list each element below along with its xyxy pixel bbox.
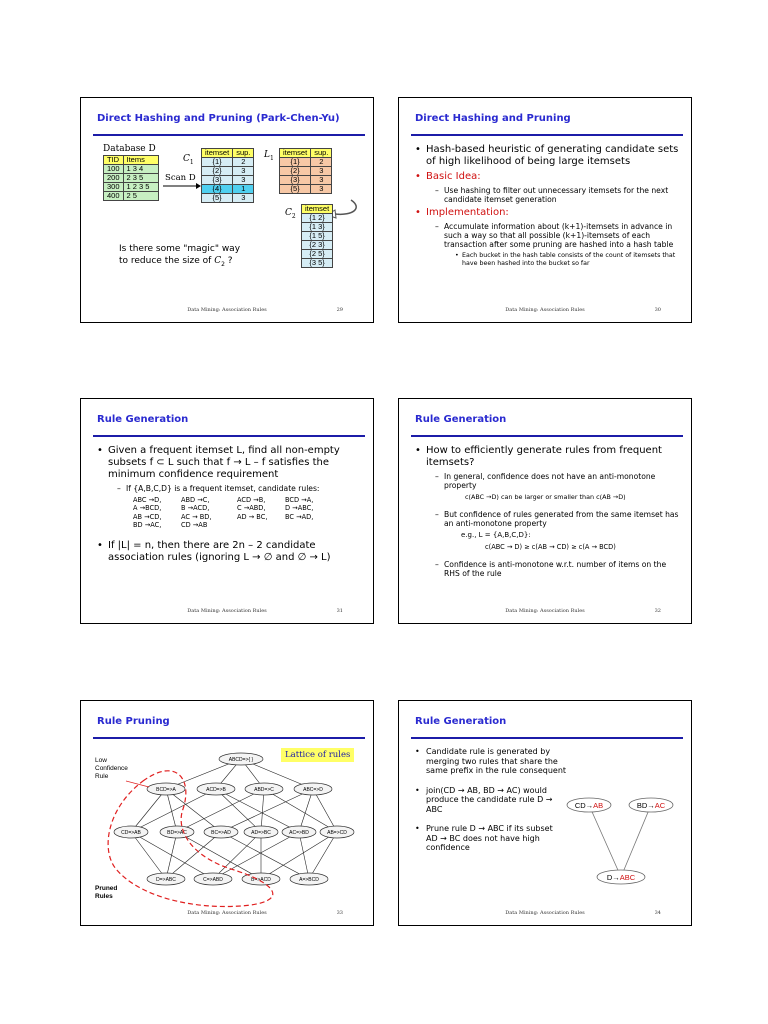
slide-footer: Data Mining: Association Rules — [187, 910, 267, 916]
rule-node-label: D→ABC — [606, 873, 636, 882]
l1-label: $L_1$ — [264, 150, 274, 162]
table-row — [280, 167, 332, 176]
formula: c(ABC → D) ≥ c(AB → CD) ≥ c(A → BCD) — [485, 543, 616, 551]
slide-footer: Data Mining: Association Rules — [505, 608, 585, 614]
lattice-node-label: C=>ABD — [203, 877, 223, 883]
title-underline — [411, 737, 683, 739]
sub-bullet: – But confidence of rules generated from the same itemset has an anti-monotone property — [435, 510, 681, 528]
db-header-tid: TID — [104, 156, 124, 165]
scan-arrow-icon — [163, 182, 201, 190]
l1-header: sup. — [311, 149, 332, 158]
low-confidence-label: Low Confidence Rule — [95, 757, 128, 780]
c2-cell: {2 5} — [302, 250, 333, 259]
sub-bullet: – If {A,B,C,D} is a frequent itemset, candidate rules: — [117, 484, 363, 493]
sub-bullet: – Accumulate information about (k+1)-itemsets in advance in such a way so that all possible (k+1)-itemsets of each transaction after some pruning are hashed into a hash table — [435, 222, 681, 249]
rule-item: B →ACD, — [181, 504, 210, 513]
slide-title: Rule Pruning — [97, 716, 170, 727]
db-cell: 400 — [104, 192, 124, 201]
db-cell: 2 5 — [123, 192, 158, 201]
slide-footer: Data Mining: Association Rules — [187, 307, 267, 313]
db-cell: 1 3 4 — [123, 165, 158, 174]
slide-33 — [80, 700, 374, 926]
slide-title: Direct Hashing and Pruning — [415, 113, 571, 124]
page-number: 30 — [654, 307, 661, 313]
c1-cell: 1 — [233, 185, 254, 194]
c1-cell: {2} — [202, 167, 233, 176]
l1-cell: 2 — [311, 158, 332, 167]
table-row — [302, 259, 333, 268]
sub-bullet: – Use hashing to filter out unnecessary itemsets for the next candidate itemset generation — [435, 186, 681, 204]
lattice-node-label: AC=>BD — [289, 830, 309, 836]
db-cell: 200 — [104, 174, 124, 183]
rule-item: AC → BD, — [181, 512, 212, 521]
table-row-highlighted — [202, 185, 254, 194]
lattice-node-label: ABC=>D — [303, 787, 323, 793]
slide-footer: Data Mining: Association Rules — [505, 307, 585, 313]
rule-item: AB →CD, — [133, 512, 162, 521]
lattice-node-label: ABCD=>{ } — [228, 757, 254, 763]
c1-cell: {5} — [202, 194, 233, 203]
slide-body — [415, 443, 681, 581]
rule-lattice-diagram — [81, 739, 375, 909]
l1-cell: {1} — [280, 158, 311, 167]
bullet: • Hash-based heuristic of generating candidate sets of high likelihood of being large itemsets — [415, 144, 681, 168]
rule-item: D →ABC, — [285, 504, 314, 513]
db-cell: 1 2 3 5 — [123, 183, 158, 192]
lattice-badge: Lattice of rules — [281, 748, 354, 762]
slide-34 — [398, 700, 692, 926]
sub-bullet: – In general, confidence does not have an anti-monotone property — [435, 472, 681, 490]
title-underline — [93, 134, 365, 136]
lattice-node-label: AD=>BC — [251, 830, 271, 836]
db-cell: 100 — [104, 165, 124, 174]
example: e.g., L = {A,B,C,D}: — [461, 531, 531, 539]
table-row — [280, 176, 332, 185]
bullet-implementation: • Implementation: — [415, 207, 681, 219]
db-cell: 300 — [104, 183, 124, 192]
c1-cell: 2 — [233, 158, 254, 167]
c1-cell: {4} — [202, 185, 233, 194]
pruned-rules-label: Pruned Rules — [95, 885, 118, 900]
c2-cell: {2 3} — [302, 241, 333, 250]
l1-cell: {5} — [280, 185, 311, 194]
lattice-node-label: ACD=>B — [206, 787, 226, 793]
sub-sub-bullet: • Each bucket in the hash table consists of the count of itemsets that have been hashed into the bucket so far — [455, 252, 681, 267]
slide-32 — [398, 398, 692, 624]
c1-label: $C_1$ — [183, 154, 194, 166]
question-line: Is there some "magic" way — [119, 244, 241, 254]
table-row — [202, 158, 254, 167]
l1-cell: 3 — [311, 167, 332, 176]
slide-title: Rule Generation — [97, 414, 189, 425]
c2-cell: {1 2} — [302, 214, 333, 223]
rule-node-label: CD→AB — [574, 801, 604, 810]
rule-node-label: BD→AC — [636, 801, 666, 810]
title-underline — [93, 435, 365, 437]
l1-cell: 3 — [311, 185, 332, 194]
c1-header: itemset — [202, 149, 233, 158]
title-underline — [411, 134, 683, 136]
lattice-node-label: CD=>AB — [121, 830, 141, 836]
c1-cell: 3 — [233, 176, 254, 185]
table-row — [104, 192, 159, 201]
bullet: • If |L| = n, then there are 2n – 2 candidate association rules (ignoring L → ∅ and ∅ → L) — [97, 540, 363, 564]
lattice-node-label: BCD=>A — [156, 787, 176, 793]
lattice-node-label: A=>BCD — [299, 877, 319, 883]
slide-title: Rule Generation — [415, 716, 507, 727]
page-number: 34 — [654, 910, 661, 916]
lattice-node-label: D=>ABC — [156, 877, 176, 883]
rule-join-diagram — [559, 791, 689, 891]
title-underline — [411, 435, 683, 437]
question-line: to reduce the size of $C_2$ ? — [119, 256, 233, 268]
slide-30 — [398, 97, 692, 323]
c2-cell: {1 3} — [302, 223, 333, 232]
scan-d-label: Scan D — [165, 173, 196, 183]
lattice-node-label: B=>ACD — [251, 877, 271, 883]
c2-header: itemset — [302, 205, 333, 214]
bullet: • Prune rule D → ABC if its subset AD → BC does not have high confidence — [415, 824, 566, 853]
l1-table — [279, 148, 332, 194]
table-row — [280, 158, 332, 167]
table-row — [202, 176, 254, 185]
database-label: Database D — [103, 144, 156, 154]
c1-cell: {1} — [202, 158, 233, 167]
rule-item: AD → BC, — [237, 512, 268, 521]
rule-item: ABD →C, — [181, 496, 210, 504]
l1-cell: 3 — [311, 176, 332, 185]
rule-item: A →BCD, — [133, 504, 162, 513]
slide-footer: Data Mining: Association Rules — [505, 910, 585, 916]
c1-cell: {3} — [202, 176, 233, 185]
lattice-node-label: ABD=>C — [254, 787, 274, 793]
candidate-rules-list — [133, 496, 363, 530]
c2-cell: {1 5} — [302, 232, 333, 241]
slide-title: Direct Hashing and Pruning (Park-Chen-Yu) — [97, 113, 340, 124]
rule-item: ABC →D, — [133, 496, 162, 504]
c2-table — [301, 204, 333, 268]
formula: c(ABC →D) can be larger or smaller than c(AB →D) — [465, 493, 626, 501]
slide-body — [415, 142, 681, 269]
lattice-node-label: AB=>CD — [327, 830, 347, 836]
page-number: 33 — [336, 910, 343, 916]
l1-header: itemset — [280, 149, 311, 158]
table-row — [202, 167, 254, 176]
slide-29 — [80, 97, 374, 323]
c1-table — [201, 148, 254, 203]
page-number: 31 — [336, 608, 343, 614]
l1-cell: {2} — [280, 167, 311, 176]
rule-item: BC →AD, — [285, 512, 314, 521]
rule-item: ACD →B, — [237, 496, 266, 504]
slide-body — [97, 443, 363, 567]
table-row — [202, 194, 254, 203]
c2-label: $C_2$ — [285, 208, 296, 220]
slide-31 — [80, 398, 374, 624]
c1-cell: 3 — [233, 194, 254, 203]
lattice-node-label: BC=>AD — [211, 830, 231, 836]
magic-question — [119, 243, 240, 271]
page-number: 32 — [654, 608, 661, 614]
bullet: • How to efficiently generate rules from frequent itemsets? — [415, 445, 681, 469]
rule-item: CD →AB — [181, 521, 208, 530]
c2-cell: {3 5} — [302, 259, 333, 268]
c1-header: sup. — [233, 149, 254, 158]
slide-title: Rule Generation — [415, 414, 507, 425]
db-header-items: Items — [123, 156, 158, 165]
db-cell: 2 3 5 — [123, 174, 158, 183]
rule-item: BD →AC, — [133, 521, 162, 530]
bullet: • Candidate rule is generated by merging two rules that share the same prefix in the rule consequent — [415, 747, 576, 776]
bullet: • join(CD → AB, BD → AC) would produce the candidate rule D → ABC — [415, 786, 561, 815]
rule-item: C →ABD, — [237, 504, 266, 513]
slide-footer: Data Mining: Association Rules — [187, 608, 267, 614]
page-number: 29 — [336, 307, 343, 313]
table-row — [280, 185, 332, 194]
c1-cell: 3 — [233, 167, 254, 176]
rule-item: BCD →A, — [285, 496, 314, 504]
database-table — [103, 155, 159, 201]
bullet: • Given a frequent itemset L, find all non-empty subsets f ⊂ L such that f → L – f satisfies the minimum confidence requirement — [97, 445, 363, 481]
bullet-basic-idea: • Basic Idea: — [415, 171, 681, 183]
l1-cell: {3} — [280, 176, 311, 185]
sub-bullet: – Confidence is anti-monotone w.r.t. number of items on the RHS of the rule — [435, 560, 681, 578]
lattice-node-label: BD=>AC — [167, 830, 187, 836]
